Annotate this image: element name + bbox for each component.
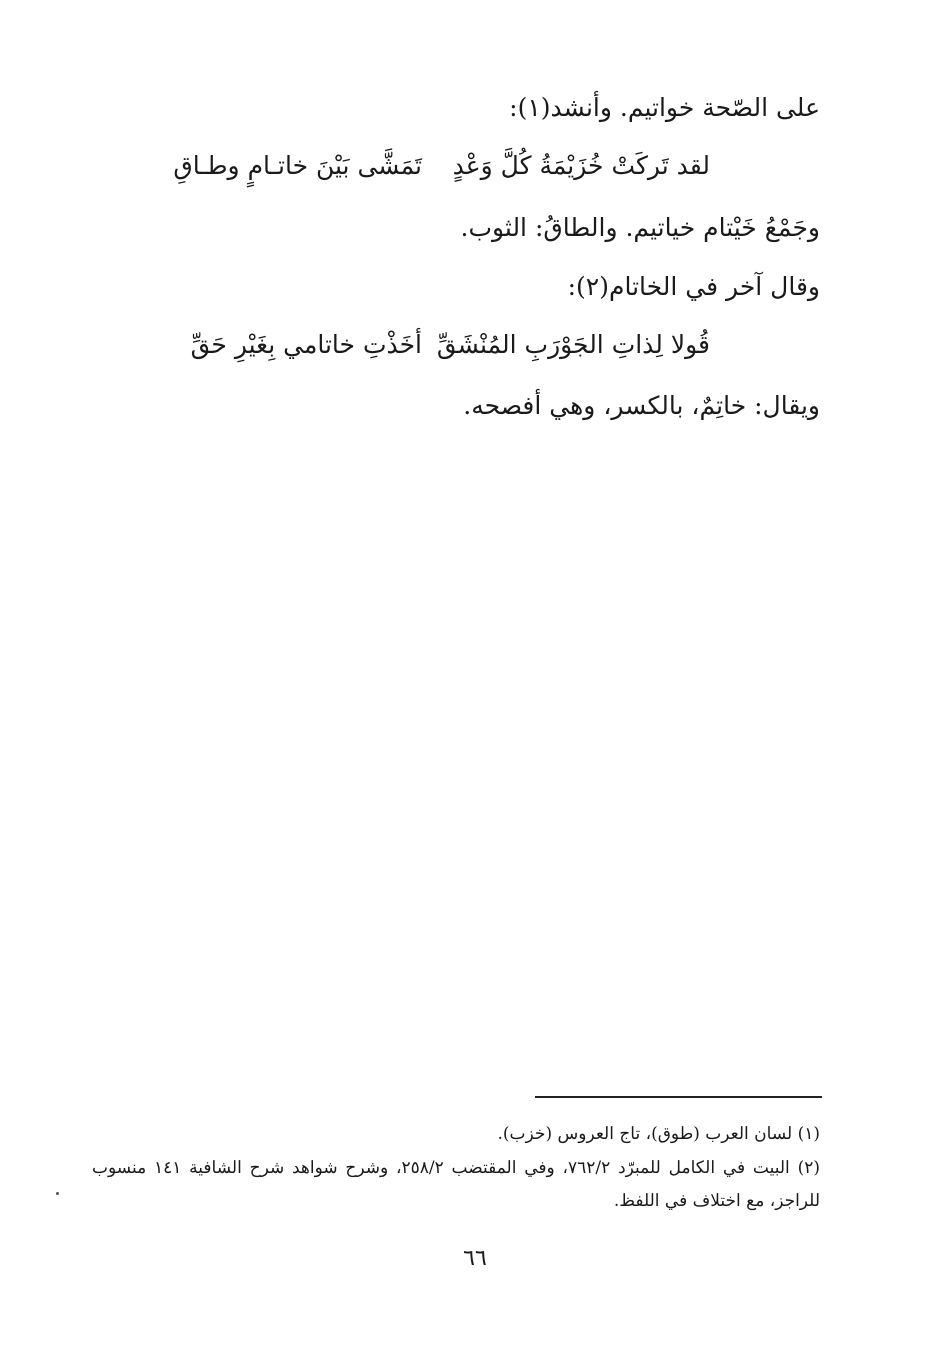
body-line-3: وقال آخر في الخاتام(٢):: [567, 272, 820, 301]
footnote-2: (٢) البيت في الكامل للمبرّد ٧٦٢/٢، وفي المقتضب ٢٥٨/٢، وشرح شواهد شرح الشافية ١٤١ منسوب للراجز، مع اختلاف في اللفظ.: [92, 1158, 820, 1211]
verse-2-second-hemistich: أخَذْتِ خاتامي بِغَيْرِ حَقِّ: [190, 330, 422, 359]
body-line-4: ويقال: خاتِمٌ، بالكسر، وهي أفصحه.: [463, 391, 820, 420]
body-line-2: وجَمْعُ خَيْتام خياتيم. والطاقُ: الثوب.: [460, 213, 820, 242]
page-number: ٦٦: [463, 1246, 487, 1271]
scan-speck: [56, 1192, 59, 1195]
footnote-separator: [535, 1096, 822, 1098]
verse-2-first-hemistich: قُولا لِذاتِ الجَوْرَبِ المُنْشَقِّ: [436, 330, 710, 359]
verse-1-second-hemistich: تَمَشَّى بَيْنَ خاتـامٍ وطـاقِ: [173, 151, 422, 180]
body-line-1: على الصّحة خواتيم. وأنشد(١):: [509, 93, 820, 122]
footnote-1: (١) لسان العرب (طوق)، تاج العروس (خزب).: [497, 1124, 820, 1144]
verse-1-first-hemistich: لقد تَركَتْ خُزَيْمَةُ كُلَّ وَعْدٍ: [452, 151, 710, 180]
